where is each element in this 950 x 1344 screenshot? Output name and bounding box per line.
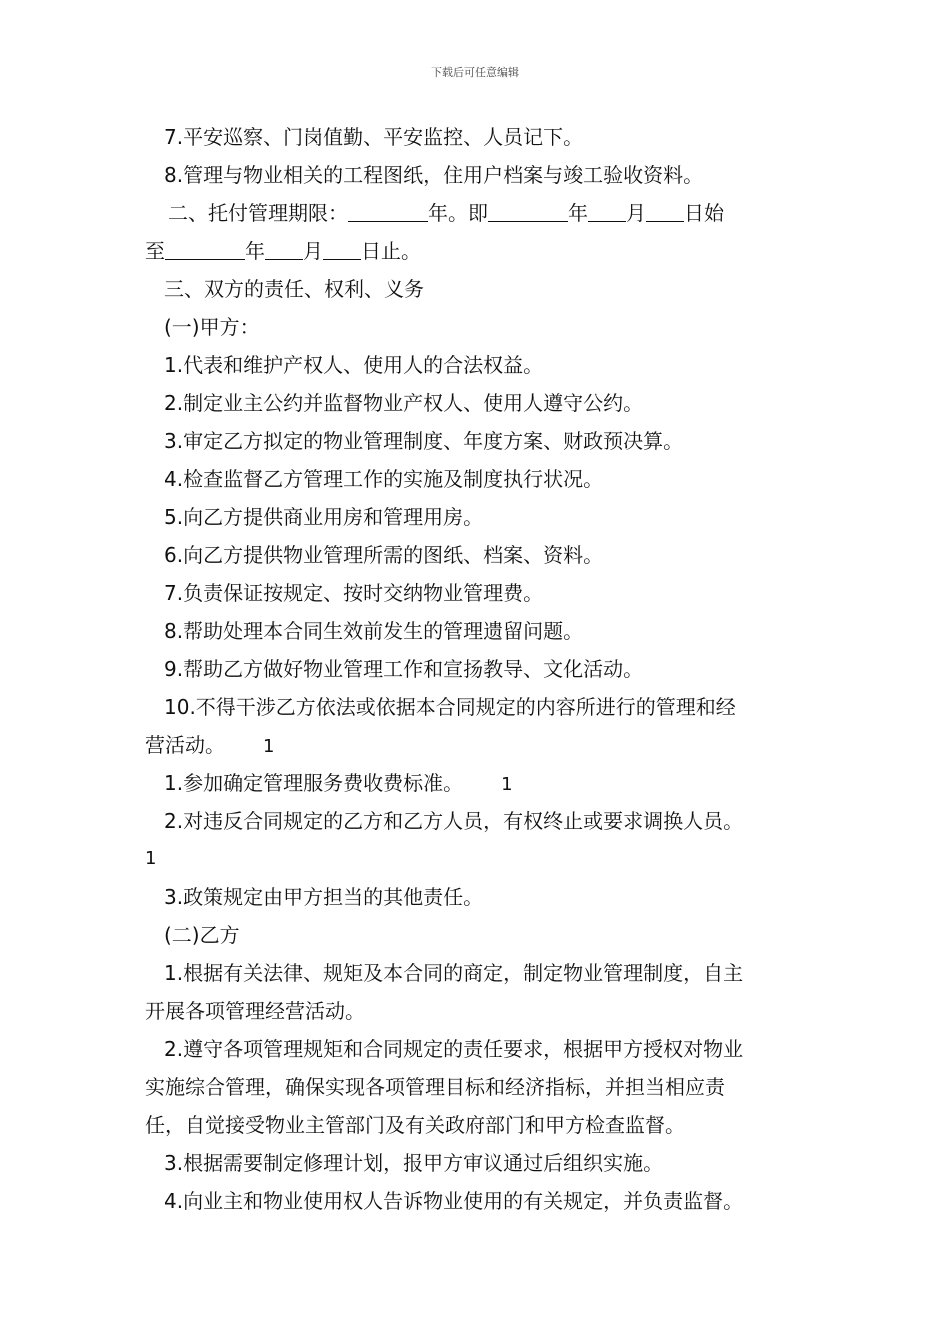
list-item: 4.检查监督乙方管理工作的实施及制度执行状况。 <box>164 467 604 491</box>
list-item: 2.遵守各项管理规矩和合同规定的责任要求，根据甲方授权对物业 <box>164 1037 744 1061</box>
list-item: 7.负责保证按规定、按时交纳物业管理费。 <box>164 581 544 605</box>
term-text: 年 <box>568 201 588 225</box>
list-item: 1.根据有关法律、规矩及本合同的商定，制定物业管理制度，自主 <box>164 961 744 985</box>
subsection-heading: (二)乙方 <box>164 923 240 947</box>
list-item: 3.审定乙方拟定的物业管理制度、年度方案、财政预决算。 <box>164 429 684 453</box>
fill-blank <box>488 199 568 222</box>
list-item: 6.向乙方提供物业管理所需的图纸、档案、资料。 <box>164 543 604 567</box>
document-body <box>145 118 810 1220</box>
footnote-marker: 1 <box>263 736 275 757</box>
footnote-marker: 1 <box>145 848 157 869</box>
list-item: 5.向乙方提供商业用房和管理用房。 <box>164 505 484 529</box>
list-item: 3.政策规定由甲方担当的其他责任。 <box>164 885 484 909</box>
footnote-marker: 1 <box>501 774 513 795</box>
term-line <box>145 232 810 270</box>
paragraph-line: 8.管理与物业相关的工程图纸，住用户档案与竣工验收资料。 <box>164 163 704 187</box>
term-text: 日始 <box>684 201 724 225</box>
list-item-continuation: 开展各项管理经营活动。 <box>145 999 365 1023</box>
list-item-text: 1.参加确定管理服务费收费标准。 <box>164 771 464 795</box>
list-item: 10.不得干涉乙方依法或依据本合同规定的内容所进行的管理和经 <box>164 695 736 719</box>
list-item: 8.帮助处理本合同生效前发生的管理遗留问题。 <box>164 619 584 643</box>
fill-blank <box>588 199 626 222</box>
term-text: 日止。 <box>361 239 421 263</box>
section-heading: 三、双方的责任、权利、义务 <box>164 277 424 301</box>
paragraph-line: 7.平安巡察、门岗值勤、平安监控、人员记下。 <box>164 125 584 149</box>
list-item: 2.制定业主公约并监督物业产权人、使用人遵守公约。 <box>164 391 644 415</box>
list-item: 2.对违反合同规定的乙方和乙方人员，有权终止或要求调换人员。 <box>164 809 744 833</box>
list-item <box>145 764 810 802</box>
fill-blank <box>265 237 303 260</box>
list-item: 1.代表和维护产权人、使用人的合法权益。 <box>164 353 544 377</box>
list-item-continuation: 实施综合管理，确保实现各项管理目标和经济指标，并担当相应责 <box>145 1075 725 1099</box>
fill-blank <box>323 237 361 260</box>
list-item: 4.向业主和物业使用权人告诉物业使用的有关规定，并负责监督。 <box>164 1189 744 1213</box>
list-item: 9.帮助乙方做好物业管理工作和宣扬教导、文化活动。 <box>164 657 644 681</box>
fill-blank <box>348 199 428 222</box>
term-prefix: 二、托付管理期限： <box>168 201 348 225</box>
page-header: 下载后可任意编辑 <box>431 66 519 79</box>
list-item: 3.根据需要制定修理计划，报甲方审议通过后组织实施。 <box>164 1151 664 1175</box>
list-item-text: 营活动。 <box>145 733 225 757</box>
subsection-heading: (一)甲方： <box>164 315 260 339</box>
list-item-continuation <box>145 726 810 764</box>
list-item-continuation: 任，自觉接受物业主管部门及有关政府部门和甲方检查监督。 <box>145 1113 685 1137</box>
fill-blank <box>646 199 684 222</box>
term-text: 年 <box>245 239 265 263</box>
term-line <box>145 194 810 232</box>
fill-blank <box>165 237 245 260</box>
term-text: 年。即 <box>428 201 488 225</box>
term-text: 月 <box>303 239 323 263</box>
term-text: 月 <box>626 201 646 225</box>
term-text: 至 <box>145 239 165 263</box>
